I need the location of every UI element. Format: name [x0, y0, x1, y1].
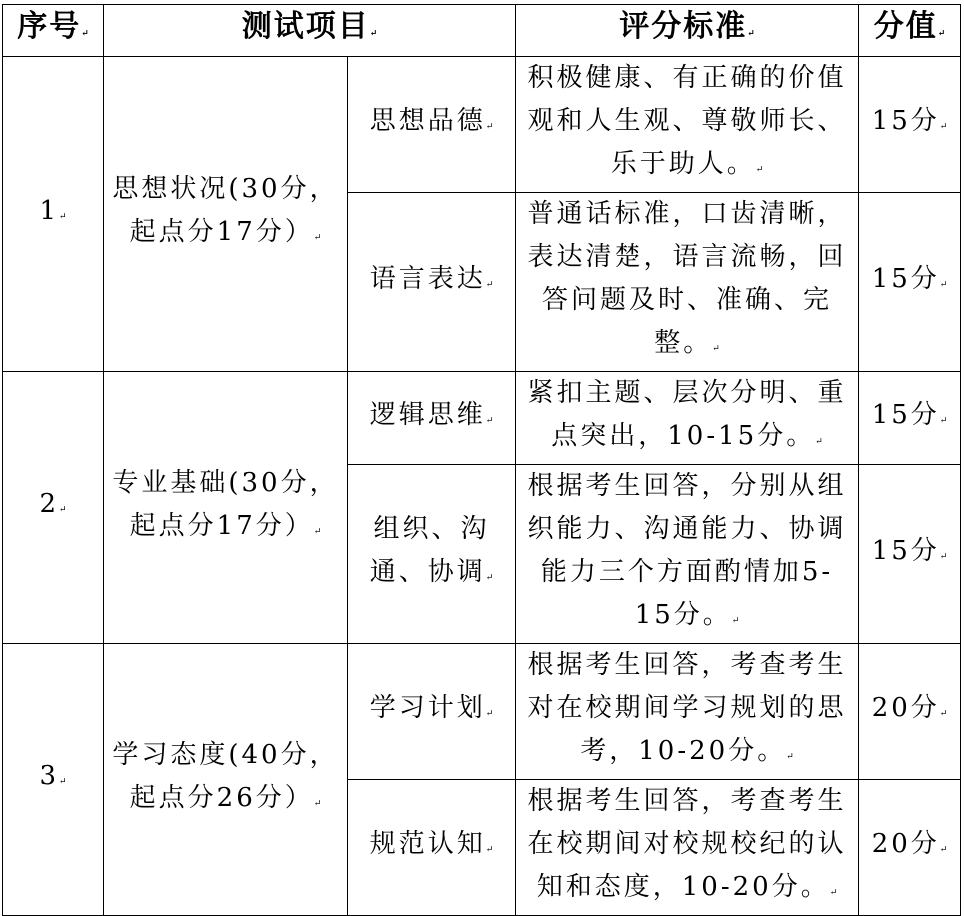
criteria-cell: 根据考生回答，考查考生在校期间对校规校纪的认知和态度，10-20分。↵ — [516, 780, 859, 916]
criteria-cell: 根据考生回答，分别从组织能力、沟通能力、协调能力三个方面酌情加5-15分。↵ — [516, 465, 859, 644]
group-category: 学习态度(40分，起点分26分）↵ — [104, 644, 348, 916]
criteria-cell: 根据考生回答，考查考生对在校期间学习规划的思考，10-20分。↵ — [516, 644, 859, 780]
table-row — [3, 644, 961, 780]
criteria-cell: 积极健康、有正确的价值观和人生观、尊敬师长、乐于助人。↵ — [516, 57, 859, 193]
header-criteria: 评分标准↵ — [516, 5, 859, 57]
criteria-cell: 紧扣主题、层次分明、重点突出，10-15分。↵ — [516, 372, 859, 465]
sub-item: 学习计划↵ — [348, 644, 516, 780]
score-cell: 15分↵ — [859, 193, 961, 372]
sub-item: 思想品德↵ — [348, 57, 516, 193]
group-index: 1↵ — [3, 57, 104, 372]
table-row — [3, 57, 961, 193]
group-index: 3↵ — [3, 644, 104, 916]
table-row — [3, 372, 961, 465]
group-category: 专业基础(30分，起点分17分）↵ — [104, 372, 348, 644]
criteria-cell: 普通话标准，口齿清晰，表达清楚，语言流畅，回答问题及时、准确、完整。↵ — [516, 193, 859, 372]
scoring-table — [2, 4, 961, 916]
group-category: 思想状况(30分，起点分17分）↵ — [104, 57, 348, 372]
score-cell: 20分↵ — [859, 780, 961, 916]
sub-item: 组织、沟通、协调↵ — [348, 465, 516, 644]
header-score: 分值↵ — [859, 5, 961, 57]
header-row — [3, 5, 961, 57]
score-cell: 15分↵ — [859, 372, 961, 465]
header-index: 序号↵ — [3, 5, 104, 57]
score-cell: 15分↵ — [859, 465, 961, 644]
sub-item: 逻辑思维↵ — [348, 372, 516, 465]
score-cell: 20分↵ — [859, 644, 961, 780]
score-cell: 15分↵ — [859, 57, 961, 193]
group-index: 2↵ — [3, 372, 104, 644]
header-item: 测试项目↵ — [104, 5, 516, 57]
sub-item: 语言表达↵ — [348, 193, 516, 372]
sub-item: 规范认知↵ — [348, 780, 516, 916]
